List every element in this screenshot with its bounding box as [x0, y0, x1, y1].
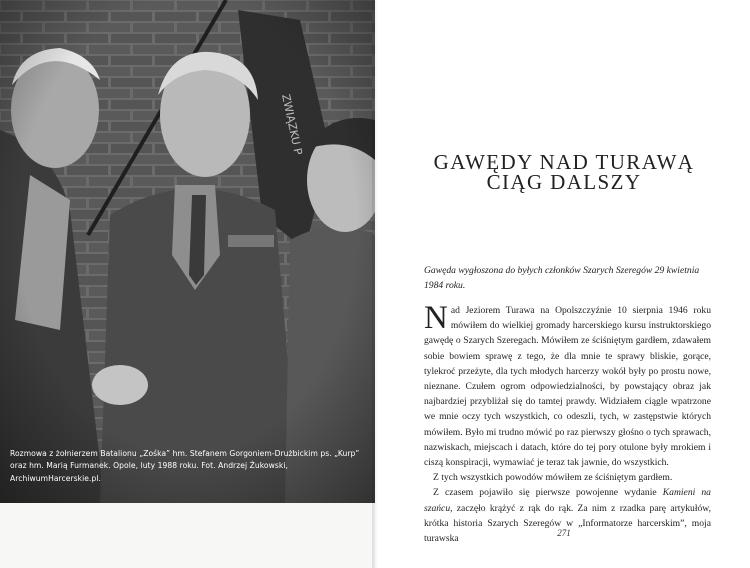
photo-caption: Rozmowa z żołnierzem Batalionu „Zośka” hm. Stefanem Gorgoniem-Drużbickim ps. „Kurp” oraz hm. Marią Furmanek. Opole, luty 1988 roku. Fot. Andrzej Żukowski, ArchiwumHarcerskie.pl. — [10, 449, 360, 483]
chapter-title-line2: CIĄG DALSZY — [486, 170, 642, 194]
photo-illustration — [0, 0, 375, 503]
paragraph-3-end: , zaczęło krążyć z rąk do rąk. Za nim z rzadka parę artykułów, krótka historia Szarych Szeregów w „Informatorze harcerskim”, moja turawska — [424, 502, 711, 545]
paragraph-1-text: ad Jeziorem Turawa na Opolszczyźnie 10 sierpnia 1946 roku mówiłem do wielkiej gromady harcerskiego kursu instruktorskiego gawędę o Szarych Szeregach. Mówiłem ze ściśniętym gardłem, zdawałem sobie bowiem sprawę z tego, że dla mnie te sprawy bliskie, gorące, tylekroć przeżyte, dla tych młodych harcerzy wokół były po prostu nowe, nieznane. Czułem ogrom odpowiedzialności, by powstający obraz jak najbardziej przybliżał się do tamtej prawdy. Widziałem ciągle wpatrzone we mnie oczy tych wszystkich, co odeszli, tych, w zastępstwie których mówiłem. Było mi trudno mówić po raz pierwszy głośno o tych sprawach, nazwiskach, miejscach i datach, które do tej pory otulone były mrokiem i ciszą konspiracji, wymawiać je teraz tak jawnie, do wszystkich. — [424, 305, 711, 469]
body-text — [424, 300, 711, 546]
chapter-title-line1: GAWĘDY NAD TURAWĄ — [433, 150, 695, 174]
archival-photo — [0, 0, 375, 503]
right-page — [378, 0, 750, 568]
paragraph-2: Z tych wszystkich powodów mówiłem ze ściśniętym gardłem. — [433, 472, 673, 484]
paragraph-3-start: Z czasem pojawiło się pierwsze powojenne wydanie — [433, 487, 663, 499]
chapter-lead: Gawęda wygłoszona do byłych członków Szarych Szeregów 29 kwietnia 1984 roku. — [424, 265, 700, 291]
book-title: Kamieni na szańcu — [424, 487, 711, 514]
paragraph-1 — [424, 300, 711, 470]
drop-cap: N — [424, 300, 448, 336]
page-number: 271 — [557, 528, 571, 538]
